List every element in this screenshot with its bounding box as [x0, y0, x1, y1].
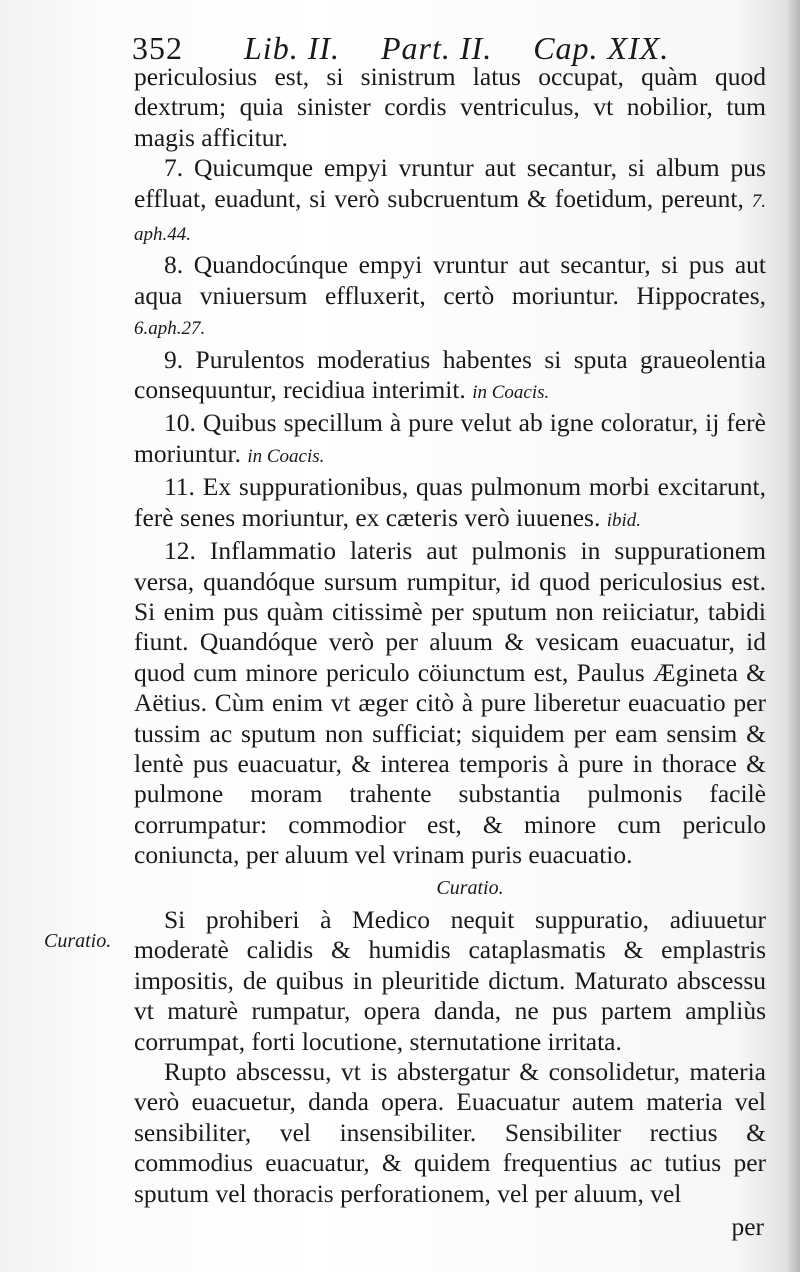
catchword: per	[731, 1212, 764, 1241]
page-edge-shadow	[786, 0, 800, 1272]
citation: ibid.	[606, 509, 642, 531]
paragraph-9	[134, 345, 766, 409]
paragraph-text: Rupto abscessu, vt is abstergatur & consolidetur, materia verò euacuetur, danda opera. Euacuatur autem materia vel sensibiliter, vel insensibiliter. Sensibiliter rectius & commodius euacuatur, & quidem frequentius ac tutius per sputum vel thoracis perforationem, vel per aluum, vel	[134, 1057, 766, 1208]
paragraph-10	[134, 408, 766, 472]
curatio-paragraph-1	[134, 905, 766, 1057]
paragraph-text: Si prohiberi à Medico nequit suppuratio, adiuuetur moderatè calidis & humidis cataplasmatis & emplastris impositis, de quibus in pleuritide dictum. Maturato abscessu vt maturè rumpatur, opera danda, ne pus partem ampliùs corrumpat, forti locutione, sternutatione irritata.	[134, 904, 766, 1056]
paragraph-12	[134, 536, 766, 870]
citation: 7. aph.44.	[134, 190, 767, 246]
paragraph-text: 10. Quibus specillum à pure velut ab igne coloratur, ij ferè moriuntur.	[134, 408, 766, 468]
paragraph-continued	[134, 62, 766, 153]
paragraph-11	[134, 472, 766, 536]
paragraph-text: 9. Purulentos moderatius habentes si sputa graueolentia consequuntur, recidiua interimit.	[134, 344, 766, 405]
paragraph-8	[134, 250, 766, 344]
paragraph-text: 7. Quicumque empyi vruntur aut secantur, si album pus effluat, euadunt, si verò subcruentum & foetidum, pereunt,	[134, 153, 766, 213]
page-number: 352	[132, 30, 183, 66]
paragraph-text: 12. Inflammatio lateris aut pulmonis in suppurationem versa, quandóque sursum rumpitur, id quod periculosius est. Si enim pus quàm citissimè per sputum non reiiciatur, tabidi fiunt. Quandóque verò per aluum & vesicam euacuatur, id quod cum minore periculo cöiunctum est, Paulus Ægineta & Aëtius. Cùm enim vt æger citò à pure liberetur euacuatio per tussim ac sputum non sufficiat; siquidem per eam sensim & lentè pus euacuatur, & interea temporis à pure in thorace & pulmone moram trahente substantia pulmonis facilè corrumpatur: commodior est, & minore cum periculo coniuncta, per aluum vel vrinam puris euacuatio.	[134, 536, 766, 870]
margin-note: Curatio.	[44, 930, 112, 952]
body-text	[134, 62, 766, 1209]
citation: in Coacis.	[247, 445, 325, 467]
curatio-paragraph-2	[134, 1057, 766, 1209]
paragraph-text: periculosius est, si sinistrum latus occupat, quàm quod dextrum; quia sinister cordis ventriculus, vt nobilior, tum magis afficitur.	[134, 62, 766, 152]
paragraph-7	[134, 153, 766, 250]
citation: 6.aph.27.	[134, 318, 206, 340]
paragraph-text: 8. Quandocúnque empyi vruntur aut secantur, si pus aut aqua vniuersum effluxerit, certò moriuntur. Hippocrates,	[134, 250, 766, 310]
section-title: Curatio.	[436, 876, 504, 899]
header-lib: Lib. II.	[244, 30, 340, 66]
citation: in Coacis.	[472, 382, 550, 404]
header-cap: Cap. XIX.	[533, 30, 670, 66]
header-part: Part. II.	[381, 30, 493, 66]
paragraph-text: 11. Ex suppurationibus, quas pulmonum morbi excitarunt, ferè senes moriuntur, ex cæteris verò iuuenes.	[134, 472, 766, 532]
